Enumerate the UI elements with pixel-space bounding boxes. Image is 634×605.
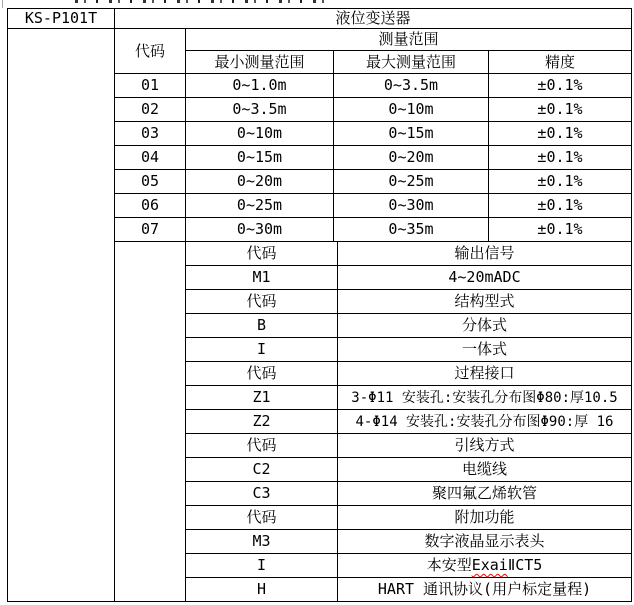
range-max-cell: 0~25m	[333, 169, 489, 194]
range-min-cell: 0~25m	[185, 193, 334, 218]
range-max-cell: 0~15m	[333, 121, 489, 146]
range-min-cell: 0~1.0m	[185, 73, 334, 98]
range-code-cell: 06	[114, 193, 186, 218]
option-desc-cell	[337, 553, 632, 578]
option-code-cell: 代码	[185, 433, 338, 458]
range-accuracy-cell: ±0.1%	[488, 169, 632, 194]
option-desc-cell: 数字液晶显示表头	[337, 529, 632, 554]
range-accuracy-cell: ±0.1%	[488, 145, 632, 170]
max-range-header-cell: 最大测量范围	[333, 50, 489, 74]
code-header-cell: 代码	[114, 28, 186, 74]
range-code-cell: 05	[114, 169, 186, 194]
range-accuracy-cell: ±0.1%	[488, 97, 632, 122]
option-desc-cell: 聚四氟乙烯软管	[337, 481, 632, 506]
option-code-cell: Z1	[185, 385, 338, 410]
option-code-cell: Z2	[185, 409, 338, 434]
intrinsic-safety-prefix: 本安型	[426, 556, 472, 574]
lower-left-empty-cell	[114, 241, 186, 602]
range-code-cell: 04	[114, 145, 186, 170]
option-desc-cell: 引线方式	[337, 433, 632, 458]
option-code-cell: 代码	[185, 361, 338, 386]
option-desc-cell: 分体式	[337, 313, 632, 338]
range-accuracy-cell: ±0.1%	[488, 73, 632, 98]
option-code-cell: C3	[185, 481, 338, 506]
option-desc-cell: 4~20mADC	[337, 265, 632, 290]
range-min-cell: 0~15m	[185, 145, 334, 170]
range-accuracy-cell: ±0.1%	[488, 217, 632, 242]
range-accuracy-cell: ±0.1%	[488, 193, 632, 218]
option-desc-cell: 附加功能	[337, 505, 632, 530]
option-code-cell: 代码	[185, 289, 338, 314]
range-min-cell: 0~30m	[185, 217, 334, 242]
option-desc-cell: 过程接口	[337, 361, 632, 386]
option-desc-cell: 一体式	[337, 337, 632, 362]
range-max-cell: 0~30m	[333, 193, 489, 218]
range-code-cell: 03	[114, 121, 186, 146]
misspelled-word: Exai	[471, 556, 508, 574]
range-max-cell: 0~35m	[333, 217, 489, 242]
range-code-cell: 01	[114, 73, 186, 98]
model-cell: KS-P101T	[7, 8, 115, 29]
range-max-cell: 0~20m	[333, 145, 489, 170]
left-empty-cell	[7, 28, 115, 602]
option-code-cell: 代码	[185, 505, 338, 530]
range-max-cell: 0~10m	[333, 97, 489, 122]
option-desc-cell: 电缆线	[337, 457, 632, 482]
range-code-cell: 07	[114, 217, 186, 242]
edge-artifact	[2, 0, 3, 8]
range-min-cell: 0~10m	[185, 121, 334, 146]
option-code-cell: M1	[185, 265, 338, 290]
option-code-cell: C2	[185, 457, 338, 482]
range-min-cell: 0~3.5m	[185, 97, 334, 122]
option-code-cell: I	[185, 337, 338, 362]
option-code-cell: M3	[185, 529, 338, 554]
option-desc-cell: 结构型式	[337, 289, 632, 314]
option-code-cell: 代码	[185, 241, 338, 266]
range-max-cell: 0~3.5m	[333, 73, 489, 98]
option-desc-cell: 输出信号	[337, 241, 632, 266]
option-code-cell: I	[185, 553, 338, 578]
range-min-cell: 0~20m	[185, 169, 334, 194]
option-code-cell: H	[185, 577, 338, 602]
min-range-header-cell: 最小测量范围	[185, 50, 334, 74]
accuracy-header-cell: 精度	[488, 50, 632, 74]
option-code-cell: B	[185, 313, 338, 338]
option-desc-cell: 4-Φ14 安装孔:安装孔分布图Φ90:厚 16	[337, 409, 632, 434]
option-desc-cell: HART 通讯协议(用户标定量程)	[337, 577, 632, 602]
cutoff-text-fragment	[75, 0, 333, 3]
option-desc-cell: 3-Φ11 安装孔:安装孔分布图Φ80:厚10.5	[337, 385, 632, 410]
product-title-cell: 液位变送器	[114, 8, 632, 29]
range-accuracy-cell: ±0.1%	[488, 121, 632, 146]
selection-table	[7, 8, 632, 602]
range-code-cell: 02	[114, 97, 186, 122]
range-header-cell: 测量范围	[185, 28, 632, 51]
intrinsic-safety-suffix: ⅡCT5	[507, 556, 543, 574]
